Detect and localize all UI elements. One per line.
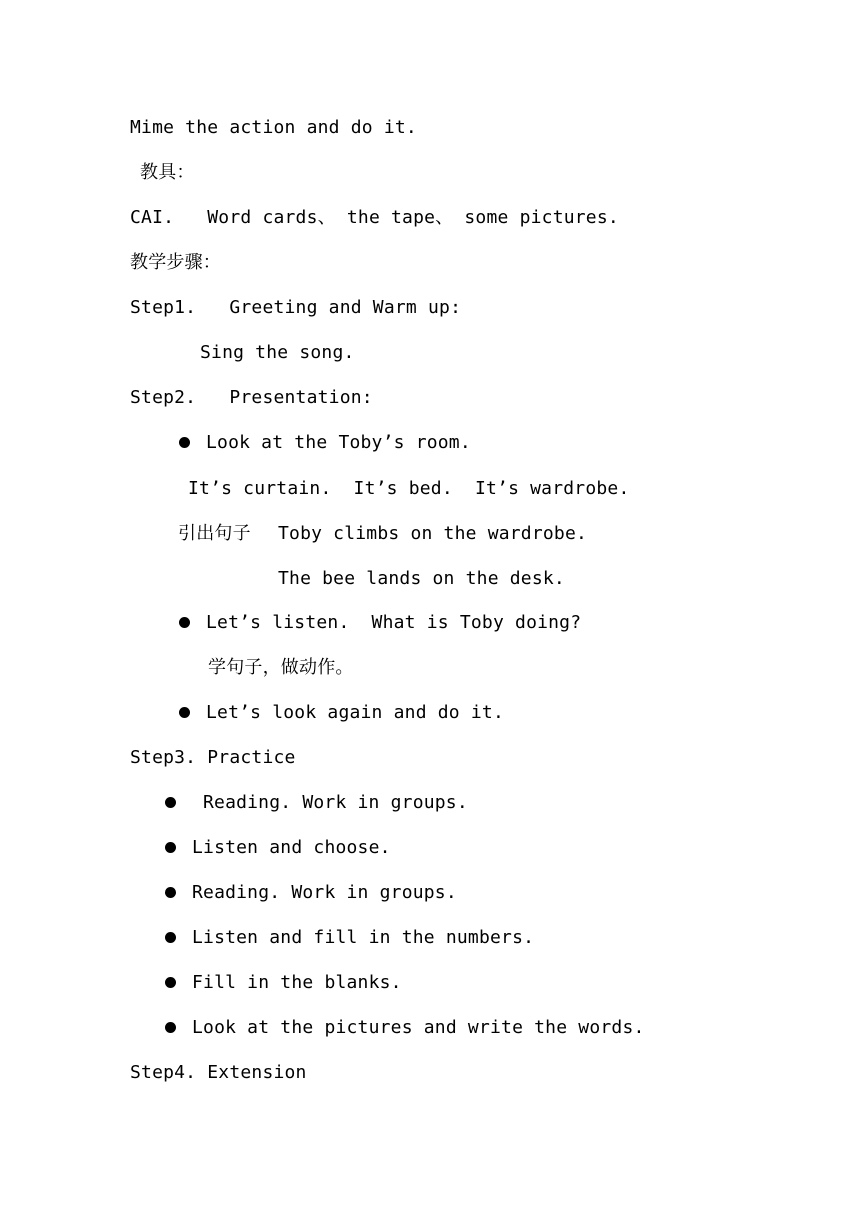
step3-bullet-2: Listen and choose. — [192, 837, 391, 858]
teaching-steps-heading: 教学步骤： — [130, 252, 221, 273]
step2-bullet-1: Look at the Toby’s room. — [206, 432, 471, 453]
bullet-icon — [165, 797, 176, 808]
bullet-icon — [165, 842, 176, 853]
step1-title: Step1. Greeting and Warm up: — [130, 297, 462, 318]
step3-title: Step3. Practice — [130, 747, 296, 768]
step3-bullet-6: Look at the pictures and write the words. — [192, 1017, 645, 1038]
bullet-icon — [179, 437, 190, 448]
bullet-icon — [165, 1022, 176, 1033]
step3-bullet-1: Reading. Work in groups. — [203, 792, 468, 813]
bullet-icon — [165, 932, 176, 943]
step4-title: Step4. Extension — [130, 1062, 307, 1083]
step2-sentence-1: Toby climbs on the wardrobe. — [278, 523, 588, 544]
step2-bullet-1-sub: It’s curtain. It’s bed. It’s wardrobe. — [188, 478, 630, 499]
step2-bullet-2: Let’s listen. What is Toby doing? — [206, 612, 582, 633]
bullet-icon — [179, 707, 190, 718]
bullet-icon — [179, 617, 190, 628]
objective-line: Mime the action and do it. — [130, 117, 417, 138]
step2-bullet-3: Let’s look again and do it. — [206, 702, 504, 723]
bullet-icon — [165, 977, 176, 988]
step3-bullet-3: Reading. Work in groups. — [192, 882, 457, 903]
step3-bullet-5: Fill in the blanks. — [192, 972, 402, 993]
step3-bullet-4: Listen and fill in the numbers. — [192, 927, 535, 948]
step2-sentence-2: The bee lands on the desk. — [278, 568, 565, 589]
step2-title: Step2. Presentation: — [130, 387, 373, 408]
step1-item: Sing the song. — [200, 342, 355, 363]
teaching-aids-list: CAI. Word cards、 the tape、 some pictures. — [130, 207, 619, 228]
step2-bullet-2-sub: 学句子，做动作。 — [208, 657, 354, 678]
bullet-icon — [165, 887, 176, 898]
step2-lead-label: 引出句子 — [178, 523, 251, 544]
teaching-aids-heading: 教具： — [140, 162, 195, 183]
